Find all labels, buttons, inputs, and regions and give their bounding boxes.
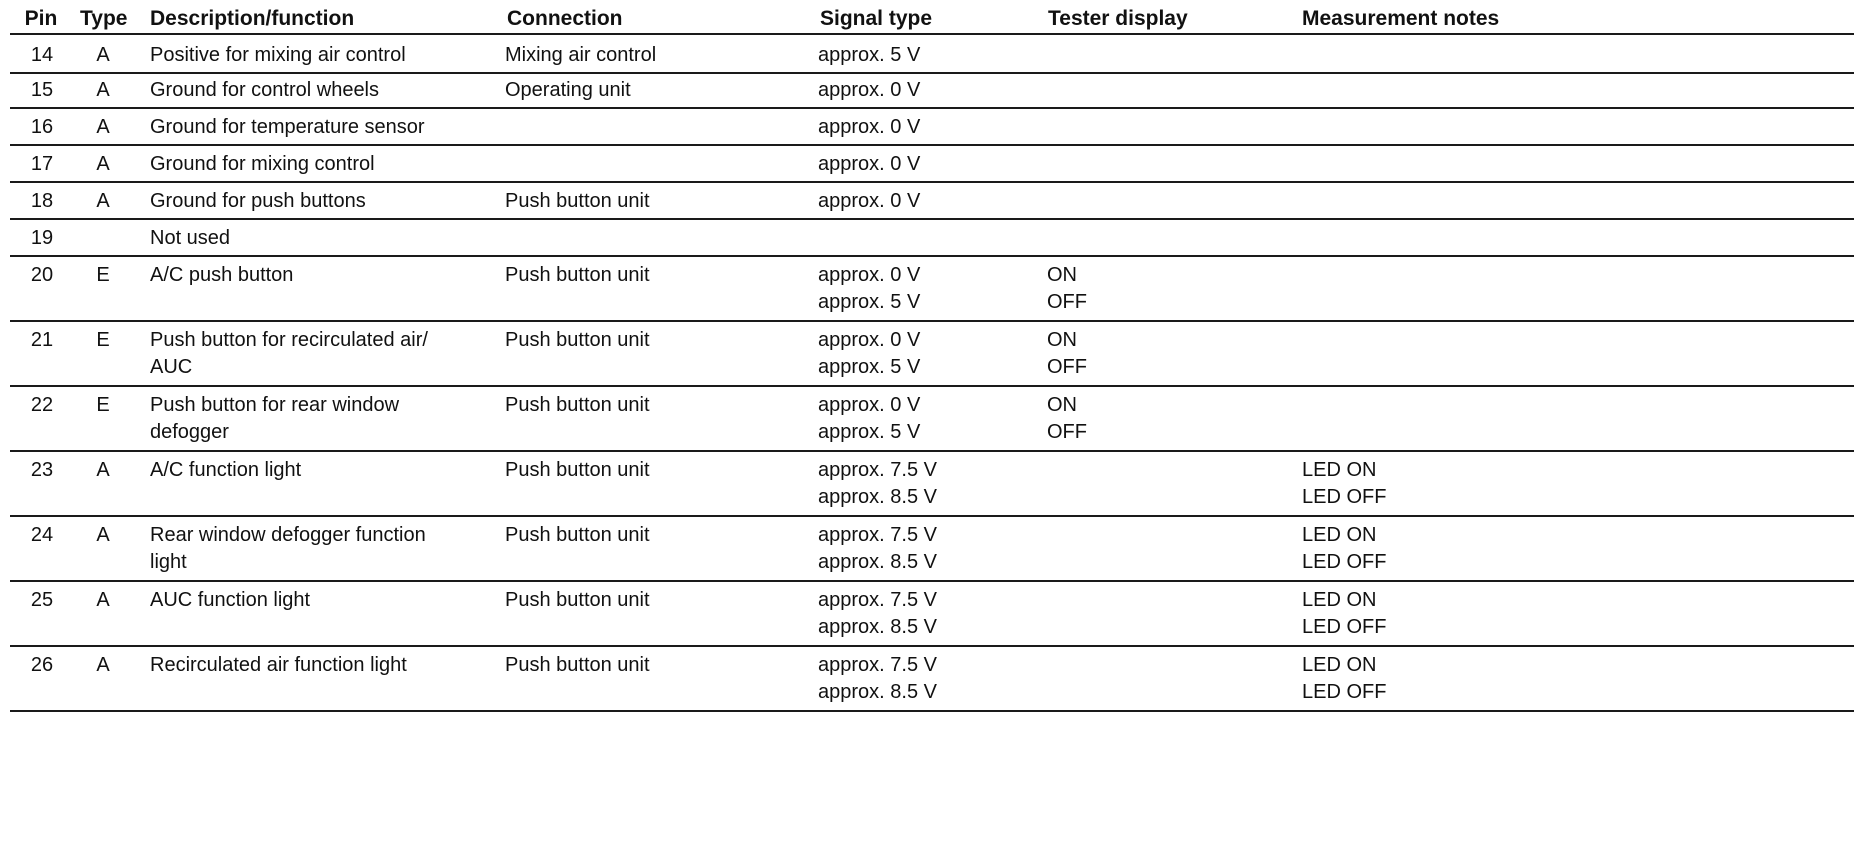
table-row (10, 33, 1854, 74)
header-tester-display: Tester display (1048, 7, 1188, 30)
description-cell-line: Ground for push buttons (150, 190, 366, 212)
signal-type-cell-line: approx. 8.5 V (818, 616, 937, 638)
pin-cell: 21 (30, 329, 54, 351)
description-cell (150, 42, 406, 69)
description-cell-line: Recirculated air function light (150, 654, 407, 676)
table-row (10, 218, 1854, 257)
table-header (0, 0, 1856, 34)
signal-type-cell-line: approx. 0 V (818, 116, 921, 138)
header-description: Description/function (150, 7, 355, 30)
measurement-notes-cell (1302, 587, 1386, 641)
measurement-notes-cell-line: LED OFF (1302, 616, 1387, 638)
description-cell (150, 262, 293, 289)
description-cell-line: Positive for mixing air control (150, 44, 406, 66)
table-row (10, 107, 1854, 146)
pin-cell: 15 (30, 79, 54, 101)
table-row (10, 515, 1854, 582)
signal-type-cell-line: approx. 7.5 V (818, 654, 937, 676)
signal-type-cell (818, 77, 920, 104)
description-cell-line: Ground for temperature sensor (150, 116, 425, 138)
signal-type-cell (818, 327, 920, 381)
tester-display-cell-line: OFF (1047, 356, 1087, 378)
table-row (10, 320, 1854, 387)
tester-display-cell-line: ON (1047, 264, 1077, 286)
connection-cell: Push button unit (505, 190, 650, 212)
measurement-notes-cell-line: LED OFF (1302, 551, 1387, 573)
connection-cell: Push button unit (505, 589, 650, 611)
signal-type-cell-line: approx. 5 V (818, 44, 921, 66)
signal-type-cell-line: approx. 5 V (818, 356, 921, 378)
type-cell: E (96, 264, 110, 286)
table-row (10, 450, 1854, 517)
table-row (10, 255, 1854, 322)
type-cell: A (96, 44, 110, 66)
header-signal-type: Signal type (820, 7, 933, 30)
table-row (10, 580, 1854, 647)
type-cell: E (96, 329, 110, 351)
type-cell: A (96, 153, 110, 175)
pin-cell: 24 (30, 524, 54, 546)
signal-type-cell-line: approx. 5 V (818, 421, 921, 443)
signal-type-cell-line: approx. 0 V (818, 153, 921, 175)
measurement-notes-cell-line: LED ON (1302, 459, 1377, 481)
measurement-notes-cell-line: LED OFF (1302, 486, 1387, 508)
signal-type-cell (818, 42, 920, 69)
pin-cell: 19 (30, 227, 54, 249)
pin-cell: 16 (30, 116, 54, 138)
connection-cell: Push button unit (505, 329, 650, 351)
signal-type-cell-line: approx. 8.5 V (818, 486, 937, 508)
pin-cell: 14 (30, 44, 54, 66)
signal-type-cell (818, 587, 937, 641)
description-cell (150, 151, 375, 178)
measurement-notes-cell (1302, 457, 1386, 511)
signal-type-cell-line: approx. 8.5 V (818, 551, 937, 573)
tester-display-cell-line: OFF (1047, 421, 1087, 443)
signal-type-cell-line: approx. 0 V (818, 79, 921, 101)
table-row (10, 181, 1854, 220)
header-connection: Connection (507, 7, 623, 30)
signal-type-cell-line: approx. 0 V (818, 394, 921, 416)
connection-cell: Push button unit (505, 524, 650, 546)
signal-type-cell-line: approx. 0 V (818, 329, 921, 351)
signal-type-cell (818, 114, 920, 141)
tester-display-cell-line: ON (1047, 394, 1077, 416)
type-cell: E (96, 394, 110, 416)
measurement-notes-cell (1302, 522, 1386, 576)
table-row (10, 645, 1854, 712)
tester-display-cell (1047, 327, 1087, 381)
type-cell: A (96, 654, 110, 676)
signal-type-cell-line: approx. 7.5 V (818, 589, 937, 611)
pin-cell: 17 (30, 153, 54, 175)
signal-type-cell (818, 392, 920, 446)
measurement-notes-cell-line: LED ON (1302, 524, 1377, 546)
connection-cell: Mixing air control (505, 44, 657, 66)
description-cell (150, 77, 379, 104)
description-cell-line: Rear window defogger function (150, 524, 426, 546)
pin-cell: 18 (30, 190, 54, 212)
signal-type-cell-line: approx. 0 V (818, 190, 921, 212)
signal-type-cell-line: approx. 7.5 V (818, 459, 937, 481)
header-measurement-notes: Measurement notes (1302, 7, 1500, 30)
connection-cell: Push button unit (505, 264, 650, 286)
signal-type-cell-line: approx. 7.5 V (818, 524, 937, 546)
pin-cell: 20 (30, 264, 54, 286)
table-row (10, 70, 1854, 109)
type-cell: A (96, 79, 110, 101)
type-cell: A (96, 589, 110, 611)
tester-display-cell-line: OFF (1047, 291, 1087, 313)
description-cell (150, 652, 407, 679)
description-cell (150, 457, 301, 484)
description-cell-line: AUC function light (150, 589, 311, 611)
description-cell (150, 392, 399, 446)
type-cell: A (96, 116, 110, 138)
table-row (10, 144, 1854, 183)
signal-type-cell (818, 262, 920, 316)
description-cell (150, 327, 428, 381)
type-cell: A (96, 524, 110, 546)
signal-type-cell-line: approx. 0 V (818, 264, 921, 286)
description-cell-line: A/C function light (150, 459, 302, 481)
description-cell (150, 188, 366, 215)
type-cell: A (96, 190, 110, 212)
signal-type-cell (818, 652, 937, 706)
header-type: Type (80, 7, 128, 30)
description-cell-line: A/C push button (150, 264, 294, 286)
pin-cell: 26 (30, 654, 54, 676)
description-cell (150, 587, 310, 614)
description-cell-line: Push button for rear window (150, 394, 400, 416)
measurement-notes-cell-line: LED ON (1302, 654, 1377, 676)
connection-cell: Push button unit (505, 394, 650, 416)
signal-type-cell (818, 457, 937, 511)
connection-cell: Push button unit (505, 459, 650, 481)
description-cell-line: defogger (150, 421, 229, 443)
signal-type-cell (818, 151, 920, 178)
connection-cell: Operating unit (505, 79, 631, 101)
description-cell-line: light (150, 551, 187, 573)
description-cell (150, 114, 425, 141)
signal-type-cell (818, 522, 937, 576)
description-cell (150, 225, 230, 252)
description-cell-line: AUC (150, 356, 193, 378)
tester-display-cell-line: ON (1047, 329, 1077, 351)
pin-cell: 23 (30, 459, 54, 481)
signal-type-cell (818, 188, 920, 215)
tester-display-cell (1047, 262, 1087, 316)
measurement-notes-cell-line: LED OFF (1302, 681, 1387, 703)
measurement-notes-cell-line: LED ON (1302, 589, 1377, 611)
signal-type-cell-line: approx. 8.5 V (818, 681, 937, 703)
description-cell-line: Ground for mixing control (150, 153, 375, 175)
description-cell-line: Push button for recirculated air/ (150, 329, 428, 351)
table-row (10, 385, 1854, 452)
measurement-notes-cell (1302, 652, 1386, 706)
pin-cell: 25 (30, 589, 54, 611)
type-cell: A (96, 459, 110, 481)
connection-cell: Push button unit (505, 654, 650, 676)
description-cell-line: Not used (150, 227, 231, 249)
pin-cell: 22 (30, 394, 54, 416)
tester-display-cell (1047, 392, 1087, 446)
description-cell (150, 522, 426, 576)
description-cell-line: Ground for control wheels (150, 79, 380, 101)
header-pin: Pin (24, 7, 58, 30)
signal-type-cell-line: approx. 5 V (818, 291, 921, 313)
